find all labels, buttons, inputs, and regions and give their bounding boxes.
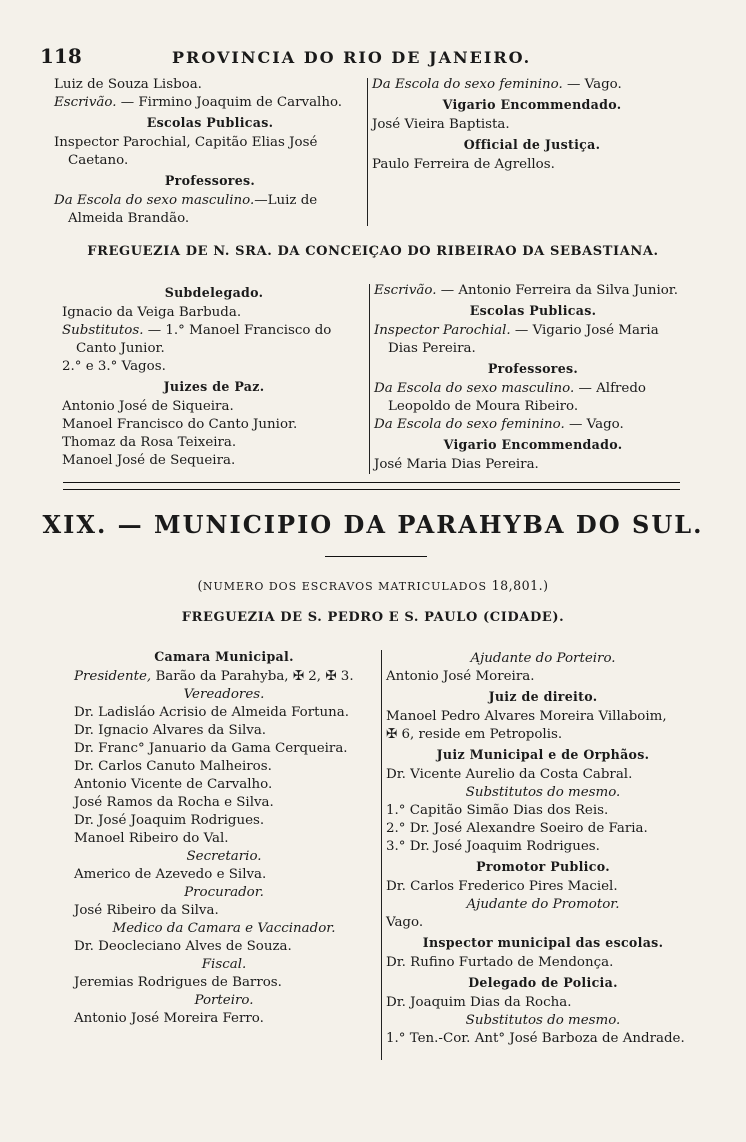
entry-line — [54, 76, 366, 94]
ribeirao-right-column — [374, 282, 692, 474]
entry-line — [386, 820, 700, 838]
ribeirao-left-column — [62, 282, 366, 470]
section-heading: Subdelegado. — [164, 285, 264, 300]
entry-text: Antonio José Moreira. — [386, 669, 535, 684]
entry-line — [386, 708, 700, 726]
entry-line — [374, 416, 692, 434]
entry-label: Da Escola do sexo masculino. — [374, 381, 575, 396]
entry-line — [386, 668, 700, 686]
section-heading: Juiz de direito. — [488, 689, 598, 704]
entry-text: Dr. Vicente Aurelio da Costa Cabral. — [386, 767, 633, 782]
entry-label: Da Escola do sexo feminino. — [374, 417, 565, 432]
entry-line — [374, 282, 692, 300]
entry-value: — Vago. — [562, 77, 622, 92]
entry-text: José Maria Dias Pereira. — [374, 457, 539, 472]
section-subheading: Porteiro. — [194, 993, 254, 1008]
entry-line — [386, 802, 700, 820]
entry-text: Vago. — [386, 915, 424, 930]
entry-text: Dr. Carlos Canuto Malheiros. — [74, 759, 272, 774]
entry-line — [62, 322, 366, 358]
chapter-title: XIX. — MUNICIPIO DA PARAHYBA DO SUL. — [42, 510, 704, 539]
section-heading: Camara Municipal. — [154, 649, 294, 664]
entry-line — [62, 416, 366, 434]
entry-line — [74, 938, 374, 956]
entry-line — [74, 830, 374, 848]
section-subheading: Medico da Camara e Vaccinador. — [112, 921, 336, 936]
entry-text: 1.° Ten.-Cor. Ant° José Barboza de Andrade. — [386, 1031, 685, 1046]
entry-line — [62, 304, 366, 322]
entry-text: 2.° e 3.° Vagos. — [62, 359, 166, 374]
section-subheading: Ajudante do Porteiro. — [470, 651, 616, 666]
running-header — [40, 44, 700, 70]
section-subheading: Fiscal. — [201, 957, 247, 972]
section-heading: Escolas Publicas. — [146, 115, 274, 130]
entry-text: Thomaz da Rosa Teixeira. — [62, 435, 237, 450]
cidade-left-column — [74, 646, 374, 1028]
entry-text: Dr. Rufino Furtado de Mendonça. — [386, 955, 614, 970]
entry-line — [386, 726, 700, 744]
entry-text: Inspector Parochial, Capitão Elias José Caetano. — [54, 135, 318, 168]
entry-text: Antonio José Moreira Ferro. — [74, 1011, 264, 1026]
entry-line — [74, 668, 374, 686]
entry-text: 3.° Dr. José Joaquim Rodrigues. — [386, 839, 600, 854]
entry-line — [74, 704, 374, 722]
entry-text: Dr. José Joaquim Rodrigues. — [74, 813, 265, 828]
section-heading: Official de Justiça. — [463, 137, 601, 152]
section-heading: Escolas Publicas. — [469, 303, 597, 318]
entry-text: José Ramos da Rocha e Silva. — [74, 795, 274, 810]
entry-line — [74, 740, 374, 758]
entry-text: Paulo Ferreira de Agrellos. — [372, 157, 555, 172]
entry-value: — Antonio Ferreira da Silva Junior. — [436, 283, 678, 298]
entry-label: Substitutos. — [62, 323, 144, 338]
parish-title-ribeirao: FREGUEZIA DE N. SRA. DA CONCEIÇAO DO RIBEIRAO DA SEBASTIANA. — [87, 244, 659, 259]
entry-text: Dr. Franc° Januario da Gama Cerqueira. — [74, 741, 348, 756]
entry-label: Da Escola do sexo masculino. — [54, 193, 255, 208]
section-heading: Professores. — [164, 173, 256, 188]
section-heading: Inspector municipal das escolas. — [422, 935, 664, 950]
double-rule — [63, 482, 680, 490]
entry-value: — Vigario José Maria Dias Pereira. — [388, 323, 659, 356]
entry-line — [74, 722, 374, 740]
entry-value: Barão da Parahyba, ✠ 2, ✠ 3. — [151, 669, 354, 684]
entry-line — [62, 358, 366, 376]
section-subheading: Substitutos do mesmo. — [465, 785, 621, 800]
entry-text: Jeremias Rodrigues de Barros. — [74, 975, 282, 990]
entry-line — [54, 94, 366, 112]
section-heading: Delegado de Policia. — [468, 975, 618, 990]
entry-line — [74, 902, 374, 920]
section-subheading: Secretario. — [186, 849, 262, 864]
section-heading: Juizes de Paz. — [163, 379, 265, 394]
entry-line — [74, 758, 374, 776]
top-right-column — [372, 76, 692, 174]
entry-text: Dr. Carlos Frederico Pires Maciel. — [386, 879, 618, 894]
entry-label: Presidente, — [74, 669, 152, 684]
entry-line — [62, 434, 366, 452]
section-heading: Vigario Encommendado. — [442, 97, 622, 112]
entry-line — [386, 766, 700, 784]
entry-text: Manoel José de Sequeira. — [62, 453, 236, 468]
entry-text: José Vieira Baptista. — [372, 117, 510, 132]
entry-text: Antonio Vicente de Carvalho. — [74, 777, 273, 792]
entry-text: 1.° Capitão Simão Dias dos Reis. — [386, 803, 609, 818]
section-heading: Vigario Encommendado. — [443, 437, 623, 452]
short-rule — [325, 556, 427, 557]
column-divider — [367, 78, 368, 226]
entry-text: Dr. Ladisláo Acrisio de Almeida Fortuna. — [74, 705, 350, 720]
entry-text: ✠ 6, reside em Petropolis. — [386, 727, 563, 742]
entry-line — [386, 878, 700, 896]
cidade-right-column — [386, 650, 700, 1048]
section-heading: Professores. — [487, 361, 579, 376]
entry-label: Da Escola do sexo feminino. — [372, 77, 563, 92]
entry-text: Manoel Ribeiro do Val. — [74, 831, 229, 846]
entry-text: Ignacio da Veiga Barbuda. — [62, 305, 242, 320]
column-divider — [369, 284, 370, 474]
entry-line — [74, 794, 374, 812]
entry-line — [54, 134, 366, 170]
entry-line — [74, 866, 374, 884]
entry-label: Escrivão. — [54, 95, 117, 110]
section-subheading: Substitutos do mesmo. — [465, 1013, 621, 1028]
entry-line — [74, 974, 374, 992]
entry-line — [386, 838, 700, 856]
page-number: 118 — [40, 44, 82, 68]
section-subheading: Ajudante do Promotor. — [466, 897, 620, 912]
entry-text: 2.° Dr. José Alexandre Soeiro de Faria. — [386, 821, 648, 836]
entry-text: José Ribeiro da Silva. — [74, 903, 219, 918]
entry-line — [374, 380, 692, 416]
entry-line — [74, 776, 374, 794]
entry-line — [372, 76, 692, 94]
entry-text: Dr. Deocleciano Alves de Souza. — [74, 939, 292, 954]
entry-line — [374, 456, 692, 474]
top-left-column — [54, 76, 366, 228]
entry-text: Manoel Francisco do Canto Junior. — [62, 417, 298, 432]
entry-line — [54, 192, 366, 228]
entry-line — [386, 954, 700, 972]
entry-value: —Luiz de Almeida Brandão. — [68, 193, 318, 226]
entry-line — [374, 322, 692, 358]
entry-label: Inspector Parochial. — [374, 323, 511, 338]
entry-line — [62, 398, 366, 416]
entry-label: Escrivão. — [374, 283, 437, 298]
entry-value: — Alfredo Leopoldo de Moura Ribeiro. — [388, 381, 646, 414]
entry-text: Dr. Ignacio Alvares da Silva. — [74, 723, 267, 738]
entry-line — [386, 994, 700, 1012]
entry-text: Americo de Azevedo e Silva. — [74, 867, 267, 882]
entry-text: Antonio José de Siqueira. — [62, 399, 234, 414]
running-title: PROVINCIA DO RIO DE JANEIRO. — [172, 48, 532, 67]
entry-value: — 1.° Manoel Francisco do Canto Junior. — [76, 323, 332, 356]
entry-line — [372, 156, 692, 174]
entry-value: — Firmino Joaquim de Carvalho. — [116, 95, 343, 110]
column-divider — [381, 650, 382, 1060]
entry-line — [386, 914, 700, 932]
entry-text: Dr. Joaquim Dias da Rocha. — [386, 995, 572, 1010]
section-subheading: Procurador. — [184, 885, 264, 900]
section-heading: Juiz Municipal e de Orphãos. — [436, 747, 650, 762]
section-heading: Promotor Publico. — [476, 859, 610, 874]
entry-text: Luiz de Souza Lisboa. — [54, 77, 202, 92]
parish-title-cidade: FREGUEZIA DE S. PEDRO E S. PAULO (CIDADE). — [181, 610, 565, 625]
entry-line — [386, 1030, 700, 1048]
entry-line — [62, 452, 366, 470]
entry-text: Manoel Pedro Alvares Moreira Villaboim, — [386, 709, 667, 724]
entry-line — [74, 1010, 374, 1028]
entry-line — [74, 812, 374, 830]
slave-count-note: (NUMERO DOS ESCRAVOS MATRICULADOS 18,801.) — [197, 578, 549, 593]
section-subheading: Vereadores. — [183, 687, 265, 702]
entry-line — [372, 116, 692, 134]
entry-value: — Vago. — [564, 417, 624, 432]
